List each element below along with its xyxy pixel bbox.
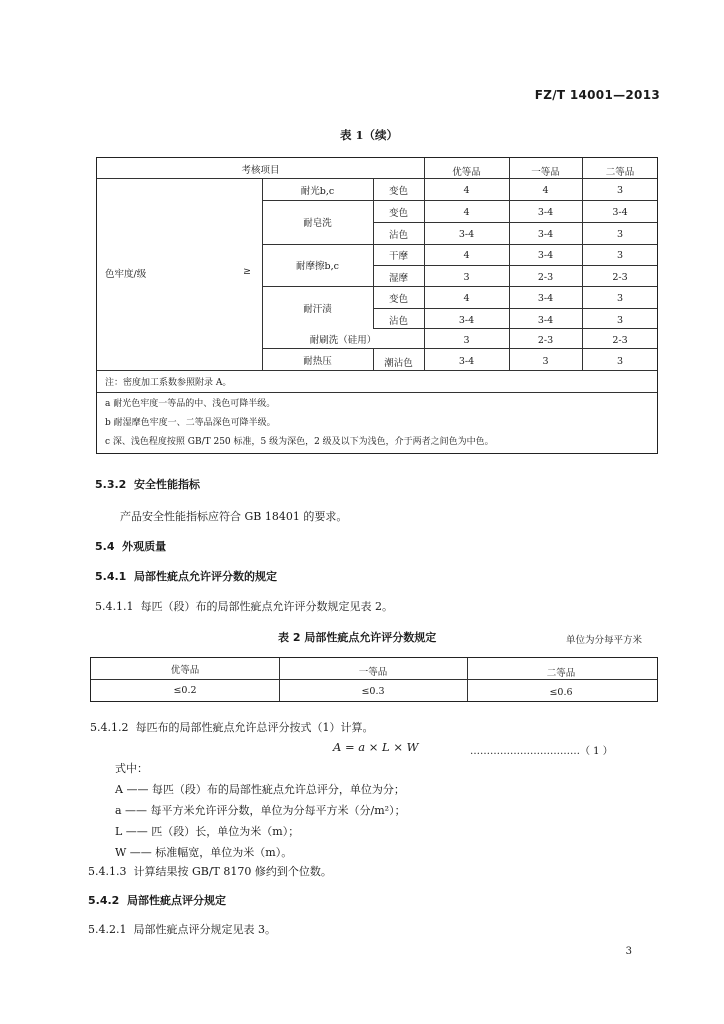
section-5-4-2-1: 5.4.2.1 局部性疵点评分规定见表 3。: [88, 923, 276, 936]
where-label: 式中：: [115, 762, 148, 775]
sub-item: 变色: [388, 186, 408, 197]
table1-cell: 4: [463, 207, 470, 218]
table1-cell: 2-3: [537, 272, 554, 283]
test-brushing: 耐刷洗（硅用）: [309, 335, 377, 346]
table1-cell: 3: [616, 293, 624, 304]
sub-item: 沾色: [388, 230, 408, 241]
table1-note: 注：密度加工系数参照附录 A。: [105, 378, 232, 388]
section-5-4-1-1: 5.4.1.1 每匹（段）布的局部性疵点允许评分数规定见表 2。: [95, 600, 393, 613]
table1-cell: 4: [463, 185, 470, 196]
test-light: 耐光b,c: [300, 186, 335, 197]
section-5-3-2-text: 产品安全性能指标应符合 GB 18401 的要求。: [120, 510, 348, 523]
table2-header: 优等品: [170, 665, 200, 676]
table2-unit: 单位为分每平方米: [566, 635, 643, 646]
definition: W —— 标准幅宽，单位为米（m）。: [115, 846, 293, 859]
table1-cell: 3-4: [458, 315, 475, 326]
table2: [90, 657, 658, 702]
section-5-4-1-2: 5.4.1.2 每匹布的局部性疵点允许总评分按式（1）计算。: [90, 721, 374, 734]
test-perspiration: 耐汗渍: [303, 304, 332, 315]
formula: A = a × L × W: [333, 740, 419, 754]
definition: L —— 匹（段）长，单位为米（m）；: [115, 825, 300, 838]
table1-cell: 2-3: [612, 272, 628, 283]
table1-cell: 3: [616, 229, 624, 240]
table2-cell: ≤0.2: [173, 685, 197, 696]
table2-cell: ≤0.6: [549, 687, 573, 698]
table1-cell: 3-4: [458, 229, 475, 240]
page-number: 3: [625, 946, 632, 957]
table1-footnote-c: c 深、浅色程度按照 GB/T 250 标准，5 级为深色，2 级及以下为浅色，介于两者之间色为中色。: [105, 437, 494, 447]
table1-footnote-a: a 耐光色牢度一等品的中、浅色可降半级。: [105, 399, 276, 409]
table2-caption: 表 2 局部性疵点允许评分数规定: [278, 631, 437, 644]
table1-caption: 表 1（续）: [340, 128, 399, 142]
table1-cell: 3: [616, 185, 624, 196]
table1-cell: 3-4: [537, 293, 554, 304]
definition: a —— 每平方米允许评分数，单位为分每平方米（分/m²）；: [115, 804, 406, 817]
definition: A —— 每匹（段）布的局部性疵点允许总评分，单位为分；: [115, 783, 405, 796]
sub-item: 潮沾色: [384, 358, 413, 369]
table1-cell: 3: [463, 335, 470, 346]
test-rubbing: 耐摩擦b,c: [296, 261, 339, 272]
test-hot-pressing: 耐热压: [303, 356, 332, 367]
table1: [96, 157, 658, 454]
formula-number: ……………………………（ 1 ）: [470, 746, 613, 757]
sub-item: 湿摩: [388, 273, 408, 284]
table2-header: 一等品: [358, 667, 388, 678]
table1-cell: 2-3: [537, 335, 554, 346]
table1-header-grade1: 优等品: [452, 167, 481, 178]
table1-header-item: 考核项目: [241, 165, 280, 176]
standard-code: FZ/T 14001—2013: [534, 88, 660, 102]
table1-category: 色牢度/级: [105, 269, 147, 280]
table1-cell: 3-4: [537, 315, 554, 326]
section-5-4-heading: 5.4 外观质量: [95, 540, 167, 553]
table1-cell: 3: [616, 356, 624, 367]
table1-cell: 3-4: [537, 250, 554, 261]
table1-cell: 3-4: [537, 207, 554, 218]
table2-cell: ≤0.3: [361, 686, 385, 697]
sub-item: 变色: [388, 208, 408, 219]
table1-header-grade3: 二等品: [605, 167, 635, 178]
table1-cell: 3-4: [537, 229, 554, 240]
table1-cell: 3: [616, 250, 624, 261]
table1-cell: 3-4: [458, 356, 475, 367]
table1-cell: 2-3: [612, 335, 628, 346]
section-5-4-1-heading: 5.4.1 局部性疵点允许评分数的规定: [95, 570, 277, 583]
table1-cell: 3: [616, 315, 624, 326]
section-5-4-1-3: 5.4.1.3 计算结果按 GB/T 8170 修约到个位数。: [88, 865, 332, 878]
section-5-3-2-heading: 5.3.2 安全性能指标: [95, 478, 200, 491]
sub-item: 沾色: [388, 316, 408, 327]
table1-header-grade2: 一等品: [531, 167, 560, 178]
table1-cell: 4: [542, 185, 549, 196]
table1-cell: 4: [463, 293, 470, 304]
section-5-4-2-heading: 5.4.2 局部性疵点评分规定: [88, 894, 226, 907]
table1-cell: 3-4: [612, 207, 628, 218]
table1-footnote-b: b 耐湿摩色牢度一、二等品深色可降半级。: [105, 418, 276, 428]
sub-item: 干摩: [388, 251, 408, 262]
test-soaping: 耐皂洗: [303, 218, 332, 229]
table1-cell: 3: [542, 356, 549, 367]
table1-cell: 4: [463, 250, 470, 261]
sub-item: 变色: [388, 294, 408, 305]
ge-symbol: ≥: [243, 266, 251, 277]
table1-cell: 3: [463, 272, 470, 283]
table2-header: 二等品: [546, 668, 576, 679]
